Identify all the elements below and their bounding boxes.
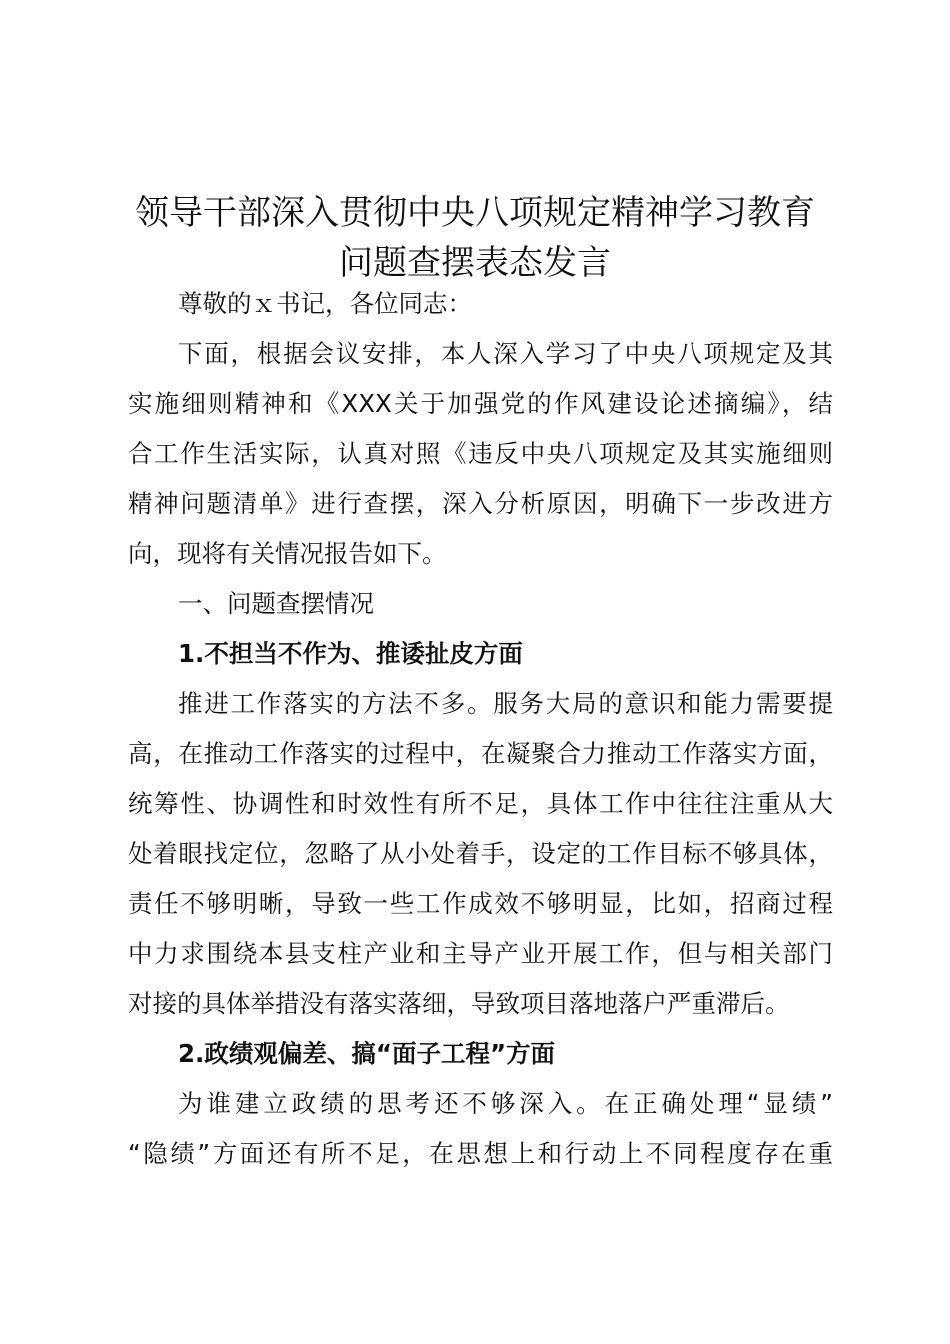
intro-line: 实施细则精神和《XXX关于加强党的作风建设论述摘编》，结 [128, 389, 833, 418]
paragraph-line: 高，在推动工作落实的过程中，在凝聚合力推动工作落实方面， [128, 739, 833, 768]
paragraph-line: 处着眼找定位，忽略了从小处着手，设定的工作目标不够具体， [128, 839, 833, 868]
paragraph-line: 中力求围绕本县支柱产业和主导产业开展工作，但与相关部门 [128, 939, 833, 968]
paragraph-line: 推进工作落实的方法不多。服务大局的意识和能力需要提 [178, 689, 833, 718]
paragraph-line: 统筹性、协调性和时效性有所不足，具体工作中往往注重从大 [128, 789, 833, 818]
salutation: 尊敬的ｘ书记，各位同志： [178, 289, 472, 318]
document-title-line-1: 领导干部深入贯彻中央八项规定精神学习教育 [135, 193, 815, 233]
document-body [128, 279, 833, 1179]
subsection-heading: 1.不担当不作为、推诿扯皮方面 [178, 639, 523, 668]
intro-line: 精神问题清单》进行查摆，深入分析原因，明确下一步改进方 [128, 489, 833, 518]
paragraph-line: 对接的具体举措没有落实落细，导致项目落地落户严重滞后。 [128, 989, 790, 1018]
section-heading: 一、问题查摆情况 [178, 589, 374, 618]
document-title-line-2: 问题查摆表态发言 [339, 243, 611, 283]
intro-line: 向，现将有关情况报告如下。 [128, 539, 447, 568]
subsection-heading: 2.政绩观偏差、搞“面子工程”方面 [178, 1039, 556, 1068]
paragraph-line: 为谁建立政绩的思考还不够深入。在正确处理“显绩” [178, 1089, 833, 1118]
paragraph-line: 责任不够明晰，导致一些工作成效不够明显，比如，招商过程 [128, 889, 833, 918]
intro-line: 下面，根据会议安排，本人深入学习了中央八项规定及其 [178, 339, 833, 368]
paragraph-line: “隐绩”方面还有所不足，在思想上和行动上不同程度存在重 [128, 1139, 833, 1168]
intro-line: 合工作生活实际，认真对照《违反中央八项规定及其实施细则 [128, 439, 833, 468]
